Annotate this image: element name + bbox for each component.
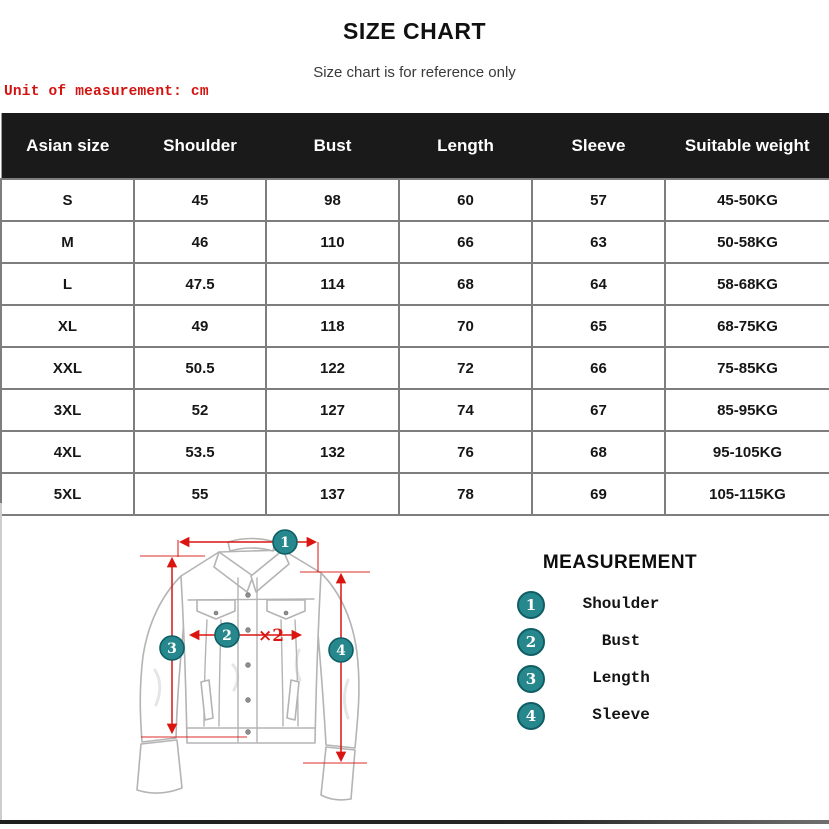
callout-badge-1 bbox=[273, 530, 297, 554]
col-header-asian-size: Asian size bbox=[1, 113, 134, 179]
table-row bbox=[1, 263, 829, 305]
legend-badge-2: 2 bbox=[517, 628, 545, 656]
table-cell: 45-50KG bbox=[665, 179, 829, 221]
page-subtitle: Size chart is for reference only bbox=[313, 64, 516, 81]
table-cell: 66 bbox=[532, 347, 665, 389]
bust-times-two-label: ×2 bbox=[257, 626, 285, 646]
legend-label-length: Length bbox=[592, 669, 650, 687]
measurement-legend bbox=[470, 552, 770, 736]
jacket-diagram bbox=[85, 500, 475, 825]
table-row bbox=[1, 305, 829, 347]
table-cell: 67 bbox=[532, 389, 665, 431]
table-cell: 69 bbox=[532, 473, 665, 515]
left-edge-border bbox=[0, 503, 2, 820]
size-table bbox=[0, 113, 829, 516]
table-cell: 137 bbox=[266, 473, 399, 515]
col-header-length: Length bbox=[399, 113, 532, 179]
table-cell: 114 bbox=[266, 263, 399, 305]
callout-badge-2 bbox=[215, 623, 239, 647]
table-header-row bbox=[1, 113, 829, 179]
table-cell: 76 bbox=[399, 431, 532, 473]
col-header-suitable-weight: Suitable weight bbox=[665, 113, 829, 179]
table-cell: 65 bbox=[532, 305, 665, 347]
col-header-sleeve: Sleeve bbox=[532, 113, 665, 179]
table-cell: 75-85KG bbox=[665, 347, 829, 389]
measurement-legend-title: MEASUREMENT bbox=[542, 552, 698, 573]
svg-text:4: 4 bbox=[336, 643, 346, 659]
table-cell: 3XL bbox=[1, 389, 134, 431]
table-cell: 60 bbox=[399, 179, 532, 221]
table-cell: 63 bbox=[532, 221, 665, 263]
table-cell: 68 bbox=[399, 263, 532, 305]
table-cell: 105-115KG bbox=[665, 473, 829, 515]
table-cell: 98 bbox=[266, 179, 399, 221]
legend-badge-4: 4 bbox=[517, 702, 545, 730]
table-cell: 50-58KG bbox=[665, 221, 829, 263]
legend-badge-3: 3 bbox=[517, 665, 545, 693]
table-cell: 57 bbox=[532, 179, 665, 221]
table-cell: XXL bbox=[1, 347, 134, 389]
table-cell: 70 bbox=[399, 305, 532, 347]
callout-badge-3 bbox=[160, 636, 184, 660]
callout-badge-4 bbox=[329, 638, 353, 662]
table-cell: 68-75KG bbox=[665, 305, 829, 347]
legend-item-sleeve bbox=[470, 699, 770, 735]
table-cell: 4XL bbox=[1, 431, 134, 473]
table-row bbox=[1, 347, 829, 389]
table-cell: 110 bbox=[266, 221, 399, 263]
svg-text:2: 2 bbox=[222, 628, 232, 644]
table-cell: 72 bbox=[399, 347, 532, 389]
table-cell: 95-105KG bbox=[665, 431, 829, 473]
table-cell: 47.5 bbox=[134, 263, 266, 305]
table-cell: 132 bbox=[266, 431, 399, 473]
table-cell: XL bbox=[1, 305, 134, 347]
legend-label-shoulder: Shoulder bbox=[582, 595, 660, 613]
page-title: SIZE CHART bbox=[343, 18, 486, 44]
bottom-edge-border bbox=[0, 820, 829, 824]
table-cell: 50.5 bbox=[134, 347, 266, 389]
col-header-bust: Bust bbox=[266, 113, 399, 179]
table-cell: 64 bbox=[532, 263, 665, 305]
legend-item-bust bbox=[470, 625, 770, 661]
table-row bbox=[1, 179, 829, 221]
unit-of-measurement-note: Unit of measurement: cm bbox=[4, 84, 209, 100]
table-cell: 122 bbox=[266, 347, 399, 389]
table-row bbox=[1, 389, 829, 431]
table-cell: S bbox=[1, 179, 134, 221]
col-header-shoulder: Shoulder bbox=[134, 113, 266, 179]
size-table-header bbox=[1, 113, 829, 179]
table-cell: 53.5 bbox=[134, 431, 266, 473]
table-cell: 49 bbox=[134, 305, 266, 347]
table-cell: 52 bbox=[134, 389, 266, 431]
table-cell: 46 bbox=[134, 221, 266, 263]
table-cell: 78 bbox=[399, 473, 532, 515]
table-cell: 58-68KG bbox=[665, 263, 829, 305]
svg-text:1: 1 bbox=[280, 535, 290, 551]
table-cell: 66 bbox=[399, 221, 532, 263]
legend-label-sleeve: Sleeve bbox=[592, 706, 650, 724]
svg-text:3: 3 bbox=[167, 641, 177, 657]
table-row bbox=[1, 221, 829, 263]
table-row bbox=[1, 431, 829, 473]
size-table-body bbox=[1, 179, 829, 515]
table-cell: 118 bbox=[266, 305, 399, 347]
legend-label-bust: Bust bbox=[601, 632, 641, 650]
table-cell: 74 bbox=[399, 389, 532, 431]
table-cell: 68 bbox=[532, 431, 665, 473]
table-cell: 55 bbox=[134, 473, 266, 515]
table-cell: 45 bbox=[134, 179, 266, 221]
table-cell: 127 bbox=[266, 389, 399, 431]
legend-item-shoulder bbox=[470, 588, 770, 624]
table-cell: 5XL bbox=[1, 473, 134, 515]
table-cell: M bbox=[1, 221, 134, 263]
legend-badge-1: 1 bbox=[517, 591, 545, 619]
table-cell: 85-95KG bbox=[665, 389, 829, 431]
table-cell: L bbox=[1, 263, 134, 305]
legend-item-length bbox=[470, 662, 770, 698]
